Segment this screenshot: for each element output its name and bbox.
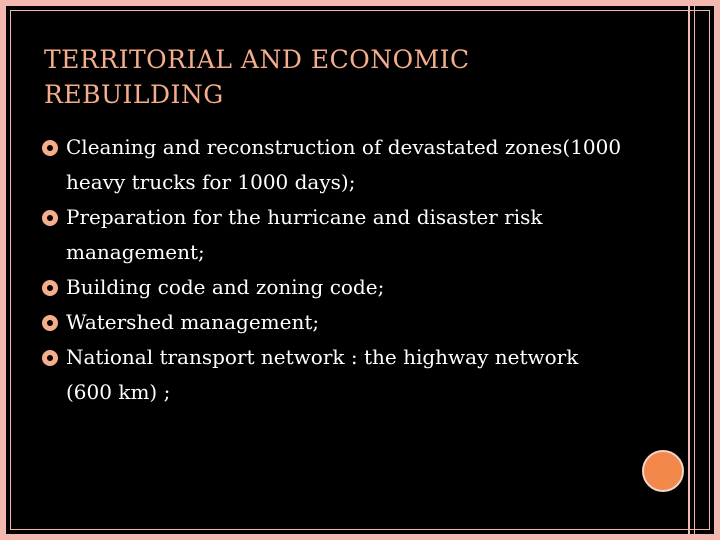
list-item-text: Preparation for the hurricane and disaster risk management; bbox=[66, 205, 543, 264]
title-line-2: REBUILDING bbox=[44, 80, 224, 109]
list-item-text: Building code and zoning code; bbox=[66, 275, 385, 299]
bullet-icon bbox=[42, 280, 58, 296]
list-item bbox=[40, 200, 630, 270]
list-item bbox=[40, 305, 630, 340]
list-item bbox=[40, 340, 630, 410]
list-item-text: Watershed management; bbox=[66, 310, 320, 334]
right-decorative-rule bbox=[688, 0, 690, 540]
list-item-text: Cleaning and reconstruction of devastated zones(1000 heavy trucks for 1000 days); bbox=[66, 135, 622, 194]
decorative-circle-icon bbox=[642, 450, 684, 492]
bullet-icon bbox=[42, 315, 58, 331]
bullet-list bbox=[40, 130, 630, 410]
title-line-1: TERRITORIAL AND ECONOMIC bbox=[44, 45, 470, 74]
list-item-text: National transport network : the highway network (600 km) ; bbox=[66, 345, 579, 404]
slide-title bbox=[44, 42, 644, 112]
bullet-icon bbox=[42, 350, 58, 366]
bullet-icon bbox=[42, 210, 58, 226]
list-item bbox=[40, 270, 630, 305]
bullet-icon bbox=[42, 140, 58, 156]
right-decorative-rule-thin bbox=[694, 0, 695, 540]
list-item bbox=[40, 130, 630, 200]
